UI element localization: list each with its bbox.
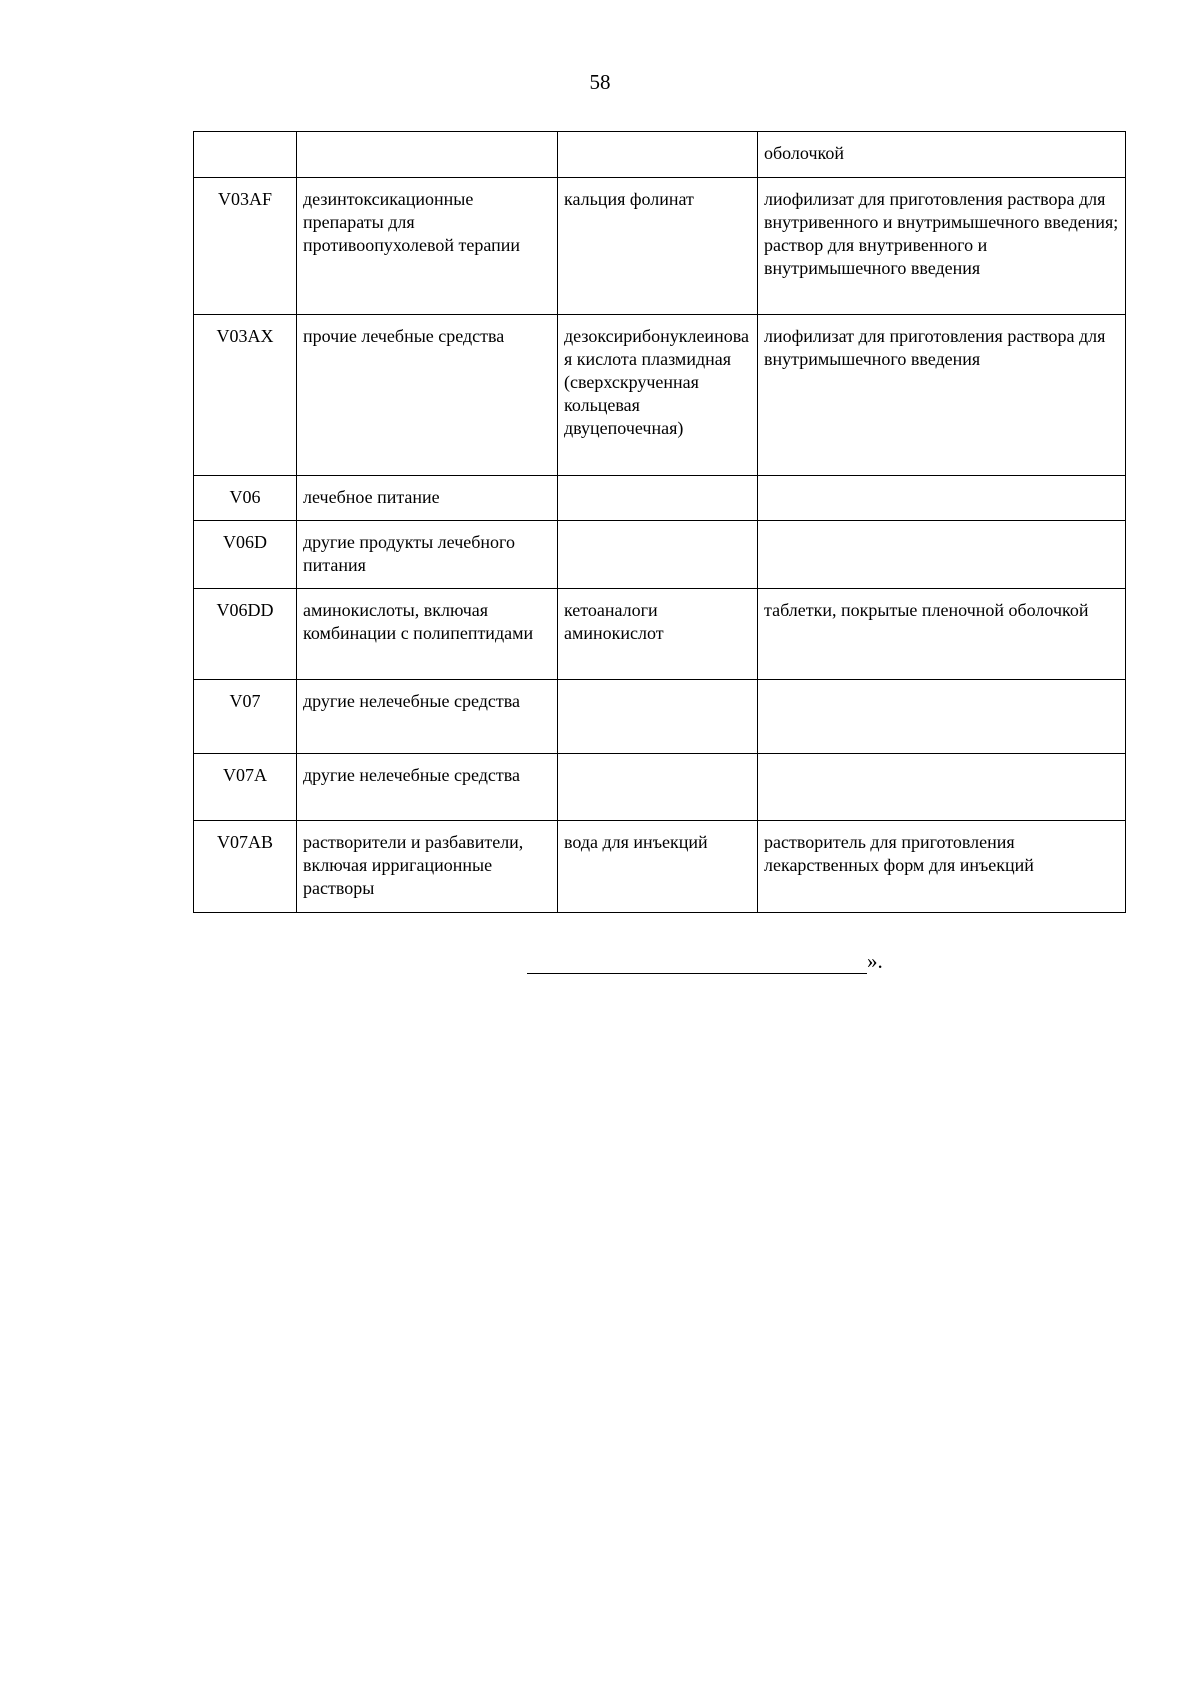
table-row [194, 754, 1126, 821]
drug-cell: вода для инъекций [558, 821, 758, 913]
end-underline [527, 951, 867, 974]
page-number: 58 [589, 70, 611, 94]
drug-cell [558, 132, 758, 178]
table-row [194, 476, 1126, 521]
group-cell: другие продукты лечебного питания [297, 521, 558, 589]
group-cell: лечебное питание [297, 476, 558, 521]
atc-code-cell: V06DD [194, 589, 297, 680]
document-end-mark [527, 948, 883, 974]
group-cell [297, 132, 558, 178]
group-cell: прочие лечебные средства [297, 315, 558, 476]
drug-table [193, 131, 1126, 913]
dosage-form-cell [758, 680, 1126, 754]
dosage-form-cell [758, 521, 1126, 589]
group-cell: аминокислоты, включая комбинации с полипептидами [297, 589, 558, 680]
atc-code-cell: V03AF [194, 178, 297, 315]
dosage-form-cell: лиофилизат для приготовления раствора для внутримышечного введения [758, 315, 1126, 476]
drug-cell [558, 680, 758, 754]
table-row [194, 680, 1126, 754]
table-row [194, 821, 1126, 913]
atc-code-cell: V07A [194, 754, 297, 821]
dosage-form-cell: лиофилизат для приготовления раствора для внутривенного и внутримышечного введения; раствор для внутривенного и внутримышечного введения [758, 178, 1126, 315]
atc-code-cell [194, 132, 297, 178]
atc-code-cell: V03AX [194, 315, 297, 476]
drug-cell: кетоаналоги аминокислот [558, 589, 758, 680]
closing-quote: ». [867, 949, 883, 973]
dosage-form-cell: растворитель для приготовления лекарственных форм для инъекций [758, 821, 1126, 913]
dosage-form-cell: таблетки, покрытые пленочной оболочкой [758, 589, 1126, 680]
table-row [194, 589, 1126, 680]
drug-cell [558, 754, 758, 821]
atc-code-cell: V06 [194, 476, 297, 521]
dosage-form-cell [758, 754, 1126, 821]
table-row [194, 132, 1126, 178]
drug-cell [558, 476, 758, 521]
dosage-form-cell: оболочкой [758, 132, 1126, 178]
drug-cell [558, 521, 758, 589]
drug-cell: кальция фолинат [558, 178, 758, 315]
table-row [194, 315, 1126, 476]
atc-code-cell: V07 [194, 680, 297, 754]
group-cell: растворители и разбавители, включая ирригационные растворы [297, 821, 558, 913]
group-cell: дезинтоксикационные препараты для противоопухолевой терапии [297, 178, 558, 315]
group-cell: другие нелечебные средства [297, 754, 558, 821]
drug-cell: дезоксирибонуклеиновая кислота плазмидная (сверхскрученная кольцевая двуцепочечная) [558, 315, 758, 476]
atc-code-cell: V06D [194, 521, 297, 589]
table-row [194, 178, 1126, 315]
dosage-form-cell [758, 476, 1126, 521]
table-row [194, 521, 1126, 589]
atc-code-cell: V07AB [194, 821, 297, 913]
group-cell: другие нелечебные средства [297, 680, 558, 754]
